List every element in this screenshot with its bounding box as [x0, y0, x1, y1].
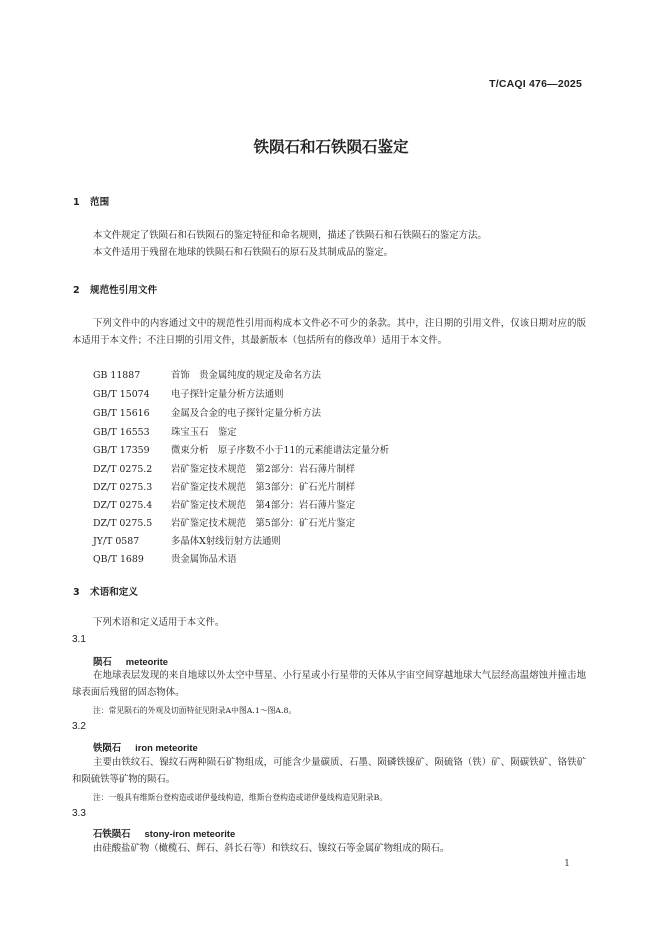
reference-title: 金属及合金的电子探针定量分析方法 — [171, 408, 322, 419]
term-number: 3.2 — [72, 721, 86, 732]
term-definition: 由硅酸盐矿物（橄榄石、辉石、斜长石等）和铁纹石、镍纹石等金属矿物组成的陨石。 — [93, 843, 450, 854]
section-number: 3 — [73, 587, 80, 598]
terms-intro: 下列术语和定义适用于本文件。 — [93, 617, 225, 628]
section-1-heading — [73, 194, 109, 208]
term-number: 3.3 — [72, 808, 86, 819]
reference-code: JY/T 0587 — [93, 536, 140, 547]
standard-number: T/CAQI 476—2025 — [489, 78, 582, 90]
reference-code: QB/T 1689 — [93, 554, 144, 565]
document-title: 铁陨石和石铁陨石鉴定 — [253, 138, 409, 156]
reference-item — [93, 442, 389, 456]
reference-title: 微束分析 原子序数不小于11的元素能谱法定量分析 — [171, 445, 390, 456]
reference-code: DZ/T 0275.3 — [93, 482, 153, 493]
page-number: 1 — [563, 858, 570, 869]
reference-code: GB/T 17359 — [93, 445, 150, 456]
term-entry — [93, 654, 168, 668]
reference-item — [93, 551, 237, 565]
reference-title: 岩矿鉴定技术规范 第2部分：岩石薄片制样 — [171, 464, 356, 475]
term-chinese: 陨石 — [93, 657, 112, 668]
reference-code: GB/T 16553 — [93, 427, 150, 438]
reference-title: 贵金属饰品术语 — [171, 554, 237, 565]
reference-code: DZ/T 0275.5 — [93, 518, 153, 529]
reference-item — [93, 424, 237, 438]
reference-title: 岩矿鉴定技术规范 第3部分：矿石光片制样 — [171, 482, 356, 493]
term-english: iron meteorite — [135, 742, 198, 753]
section-title: 规范性引用文件 — [90, 285, 158, 296]
section-title: 范围 — [90, 197, 110, 208]
reference-item — [93, 386, 284, 400]
term-entry — [93, 740, 198, 754]
term-entry — [93, 826, 235, 840]
section-3-heading — [73, 584, 138, 598]
section-number: 2 — [73, 285, 80, 296]
section-number: 1 — [73, 197, 80, 208]
reference-code: DZ/T 0275.2 — [93, 464, 153, 475]
reference-item — [93, 533, 281, 547]
reference-title: 多晶体X射线衍射方法通则 — [171, 536, 281, 547]
term-definition: 主要由铁纹石、镍纹石两种陨石矿物组成，可能含少量碳质、石墨、陨磷铁镍矿、陨硫铬（铁）矿、陨碳铁矿、铬铁矿和陨硫铁等矿物的陨石。 — [72, 757, 586, 785]
reference-item — [93, 497, 355, 511]
term-chinese: 铁陨石 — [93, 743, 122, 754]
term-english: meteorite — [125, 656, 168, 667]
reference-item — [93, 405, 321, 419]
reference-title: 电子探针定量分析方法通则 — [171, 389, 284, 400]
term-english: stony-iron meteorite — [144, 828, 236, 839]
reference-title: 岩矿鉴定技术规范 第5部分：矿石光片鉴定 — [171, 518, 356, 529]
reference-item — [93, 367, 321, 381]
term-number: 3.1 — [72, 634, 86, 645]
term-chinese: 石铁陨石 — [93, 829, 131, 840]
reference-item — [93, 479, 355, 493]
reference-item — [93, 461, 355, 475]
reference-code: GB 11887 — [93, 370, 141, 381]
reference-code: GB/T 15616 — [93, 408, 150, 419]
reference-title: 岩矿鉴定技术规范 第4部分：岩石薄片鉴定 — [171, 500, 356, 511]
reference-title: 珠宝玉石 鉴定 — [171, 427, 237, 438]
term-note: 注：一般具有维斯台登构造或诺伊曼线构造，维斯台登构造或诺伊曼线构造见附录B。 — [93, 793, 388, 802]
section-title: 术语和定义 — [90, 587, 138, 598]
reference-title: 首饰 贵金属纯度的规定及命名方法 — [171, 370, 322, 381]
term-definition: 在地球表层发现的来自地球以外太空中彗星、小行星或小行星带的天体从宇宙空间穿越地球大气层经高温熔蚀并撞击地球表面后残留的固态物体。 — [72, 670, 586, 698]
term-note: 注：常见陨石的外观及切面特征见附录A中图A.1～图A.8。 — [93, 706, 297, 715]
normative-references-intro: 下列文件中的内容通过文中的规范性引用而构成本文件必不可少的条款。其中，注日期的引用文件，仅该日期对应的版本适用于本文件；不注日期的引用文件，其最新版本（包括所有的修改单）适用于本文件。 — [72, 318, 586, 346]
scope-paragraph-2: 本文件适用于残留在地球的铁陨石和石铁陨石的原石及其制成品的鉴定。 — [93, 247, 394, 258]
reference-item — [93, 515, 355, 529]
scope-paragraph-1: 本文件规定了铁陨石和石铁陨石的鉴定特征和命名规则，描述了铁陨石和石铁陨石的鉴定方法。 — [93, 230, 487, 241]
reference-code: GB/T 15074 — [93, 389, 150, 400]
section-2-heading — [73, 282, 157, 296]
reference-code: DZ/T 0275.4 — [93, 500, 153, 511]
